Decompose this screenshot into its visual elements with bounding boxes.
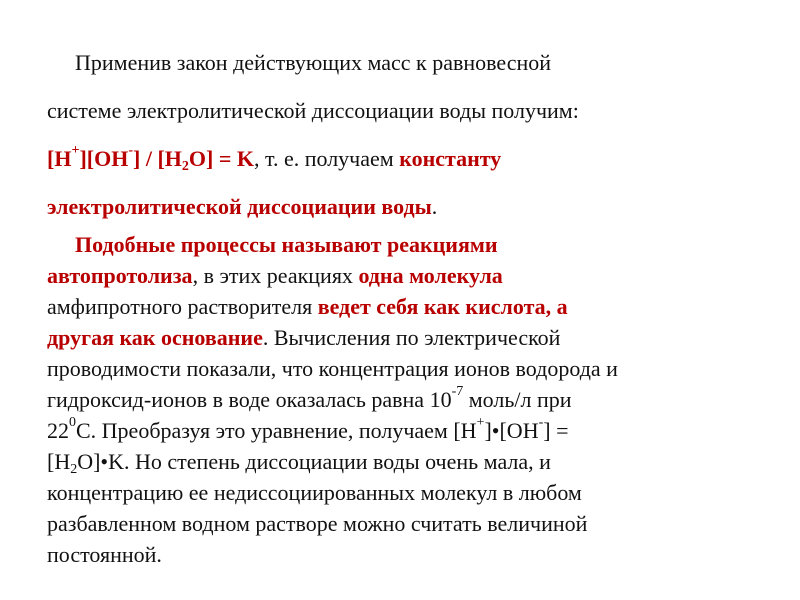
highlight-term: одна молекула: [358, 263, 503, 288]
p2-l2-mid: , в этих реакциях: [192, 263, 359, 288]
exponent: -7: [451, 384, 464, 399]
p2-l7-text: ]•[OH: [484, 418, 539, 443]
temperature-value: 22: [47, 418, 69, 443]
p2-l9-text: концентрацию ее недиссоциированных молекул в любом: [47, 480, 582, 505]
formula-part: O] = K: [188, 146, 254, 171]
formula-part: ] / [H: [133, 146, 182, 171]
highlight-term: автопротолиза: [47, 263, 193, 288]
highlight-term: другая как основание: [47, 325, 263, 350]
p2-l7-text: ] =: [543, 418, 569, 443]
p1-line-4: [47, 194, 437, 220]
formula-part: ][OH: [79, 146, 129, 171]
p2-line-1: [75, 232, 498, 258]
p2-line-7: [47, 415, 569, 444]
formula-sub: 2: [181, 159, 189, 174]
p2-line-9: [47, 480, 582, 506]
p1-l2-text: системе электролитической диссоциации воды получим:: [47, 98, 579, 123]
p2-line-5: [47, 356, 618, 382]
formula-sup: +: [71, 143, 80, 158]
p2-line-3: [47, 294, 568, 320]
formula-part: [H: [47, 146, 72, 171]
p2-l10-text: разбавленном водном растворе можно считать величиной: [47, 511, 588, 536]
subscript: 2: [70, 462, 78, 477]
p2-l4-text: . Вычисления по электрической: [262, 325, 561, 350]
p2-l7-text: С. Преобразуя это уравнение, получаем [H: [76, 418, 477, 443]
p2-line-8: [47, 449, 551, 475]
p2-l5-text: проводимости показали, что концентрация ионов водорода и: [47, 356, 618, 381]
degree-sup: 0: [69, 415, 76, 430]
p2-l8-text: [H: [47, 449, 71, 474]
p1-line-2: [47, 98, 579, 124]
equilibrium-formula: [47, 143, 254, 174]
p2-line-6: [47, 384, 572, 413]
p2-l11-text: постоянной.: [47, 542, 162, 567]
charge-sup: -: [538, 415, 544, 430]
p2-line-4: [47, 325, 560, 351]
p1-l4-end: .: [431, 194, 438, 219]
formula-sup: -: [128, 143, 133, 158]
p1-l3-mid: , т. е. получаем: [253, 146, 400, 171]
p2-l3-text: амфипротного растворителя: [47, 294, 318, 319]
highlight-term: константу: [399, 146, 502, 171]
p1-line-3: [47, 143, 502, 174]
p2-line-11: [47, 542, 162, 568]
highlight-term: Подобные процессы называют реакциями: [75, 232, 498, 257]
p2-line-10: [47, 511, 587, 537]
p1-line-1: [75, 50, 551, 76]
highlight-term: ведет себя как кислота, а: [317, 294, 568, 319]
p2-line-2: [47, 263, 503, 289]
p2-l6-text: гидроксид-ионов в воде оказалась равна 10: [47, 387, 452, 412]
p2-l8-text: O]•K. Но степень диссоциации воды очень мала, и: [77, 449, 551, 474]
highlight-term: электролитической диссоциации воды: [47, 194, 432, 219]
charge-sup: +: [476, 415, 485, 430]
p1-l1-text: Применив закон действующих масс к равновесной: [75, 50, 552, 75]
p2-l6-end: моль/л при: [463, 387, 572, 412]
